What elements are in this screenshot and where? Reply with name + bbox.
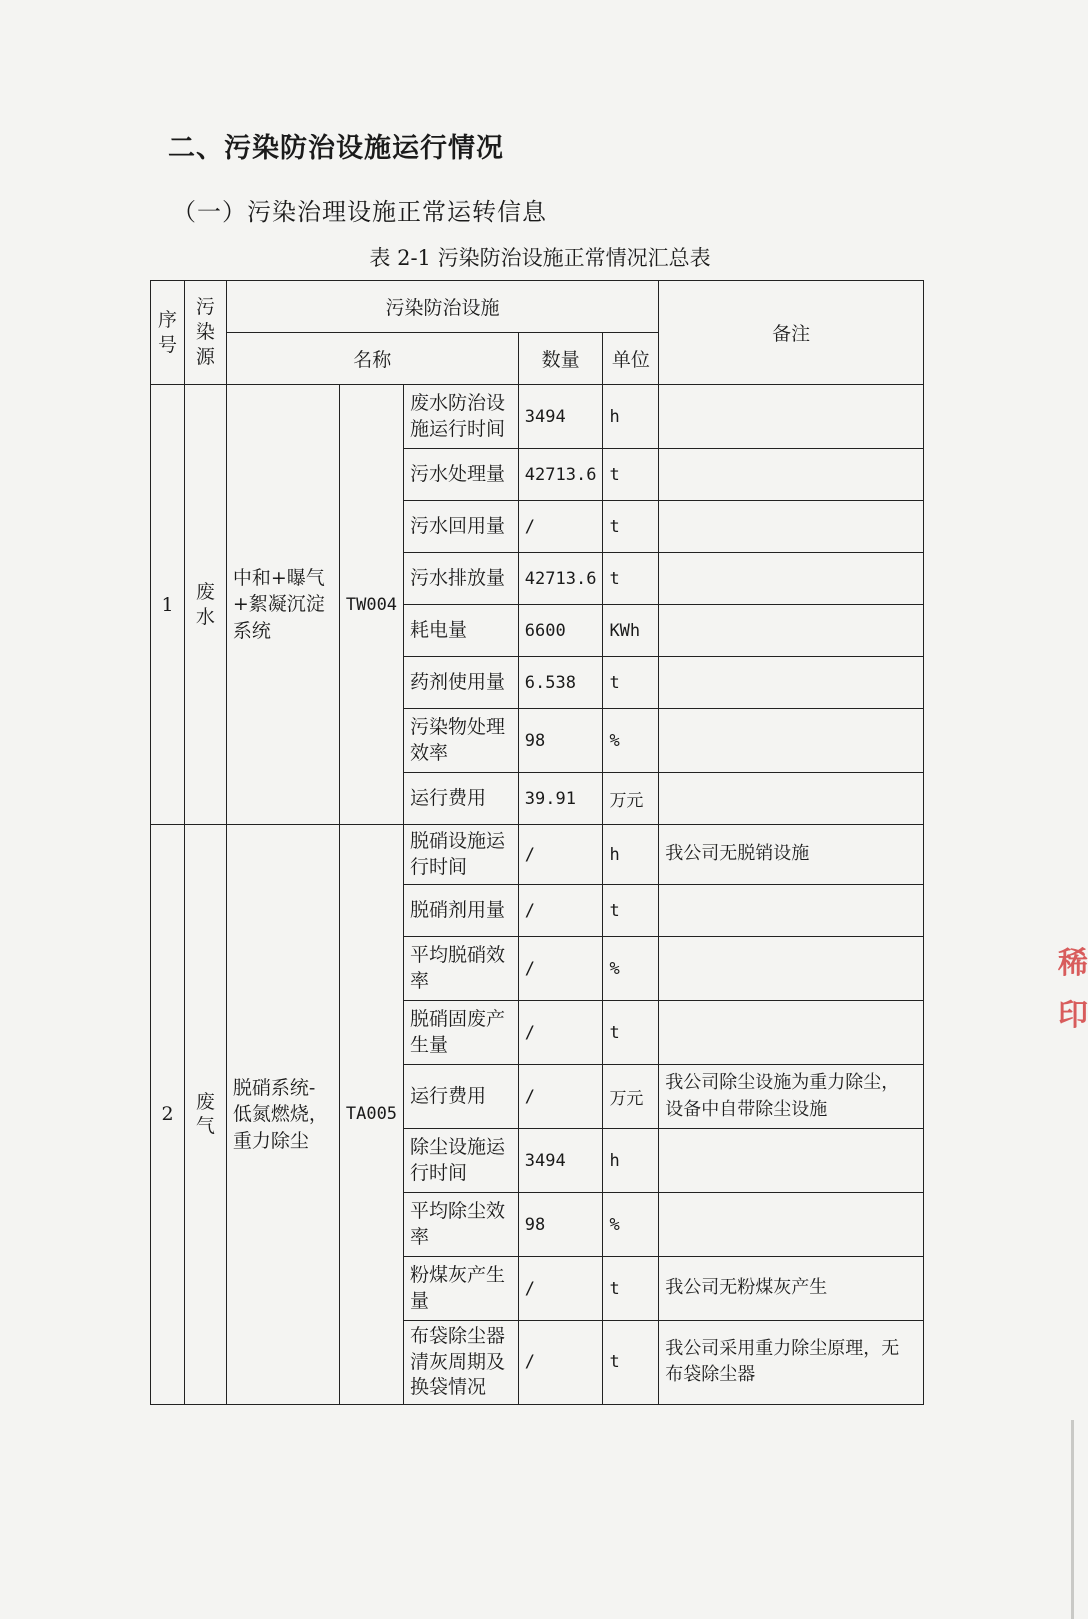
item-name: 污水排放量 (404, 553, 519, 605)
item-name: 运行费用 (404, 773, 519, 825)
item-name: 耗电量 (404, 605, 519, 657)
red-seal-fragment: 稀 印 (1058, 946, 1088, 1033)
header-name: 名称 (226, 333, 518, 385)
item-unit: h (603, 1129, 659, 1193)
group-system: 脱硝系统-低氮燃烧，重力除尘 (226, 825, 339, 1405)
item-unit: t (603, 501, 659, 553)
item-name: 脱硝固废产生量 (404, 1001, 519, 1065)
item-name: 污水处理量 (404, 449, 519, 501)
item-remark (659, 709, 924, 773)
item-remark: 我公司无脱销设施 (659, 825, 924, 885)
section-heading: 二、污染防治设施运行情况 (168, 133, 504, 164)
item-name: 平均除尘效率 (404, 1193, 519, 1257)
item-quantity: / (518, 501, 603, 553)
item-quantity: 3494 (518, 385, 603, 449)
item-unit: % (603, 1193, 659, 1257)
header-facility: 污染防治设施 (226, 281, 658, 333)
header-unit: 单位 (603, 333, 659, 385)
group-system: 中和+曝气+絮凝沉淀系统 (226, 385, 339, 825)
item-name: 脱硝设施运行时间 (404, 825, 519, 885)
item-remark: 我公司采用重力除尘原理，无布袋除尘器 (659, 1321, 924, 1405)
header-remark: 备注 (659, 281, 924, 385)
item-remark (659, 937, 924, 1001)
item-name: 平均脱硝效率 (404, 937, 519, 1001)
item-remark (659, 501, 924, 553)
item-name: 脱硝剂用量 (404, 885, 519, 937)
item-name: 运行费用 (404, 1065, 519, 1129)
item-name: 粉煤灰产生量 (404, 1257, 519, 1321)
item-unit: t (603, 1001, 659, 1065)
item-remark (659, 1193, 924, 1257)
item-unit: t (603, 553, 659, 605)
item-remark (659, 553, 924, 605)
header-row-1 (151, 281, 924, 333)
item-name: 污染物处理效率 (404, 709, 519, 773)
item-quantity: / (518, 1257, 603, 1321)
item-unit: h (603, 385, 659, 449)
item-remark (659, 449, 924, 501)
item-unit: t (603, 657, 659, 709)
item-remark: 我公司除尘设施为重力除尘，设备中自带除尘设施 (659, 1065, 924, 1129)
item-remark: 我公司无粉煤灰产生 (659, 1257, 924, 1321)
item-name: 废水防治设施运行时间 (404, 385, 519, 449)
item-unit: h (603, 825, 659, 885)
item-quantity: 3494 (518, 1129, 603, 1193)
item-quantity: / (518, 885, 603, 937)
item-quantity: / (518, 937, 603, 1001)
item-unit: t (603, 1321, 659, 1405)
header-quantity: 数量 (518, 333, 603, 385)
item-unit: KWh (603, 605, 659, 657)
group-index: 1 (151, 385, 185, 825)
item-unit: 万元 (603, 773, 659, 825)
header-index: 序 号 (151, 281, 185, 385)
group-source: 废 水 (184, 385, 226, 825)
item-quantity: 6600 (518, 605, 603, 657)
item-unit: % (603, 709, 659, 773)
item-remark (659, 773, 924, 825)
item-name: 布袋除尘器清灰周期及换袋情况 (404, 1321, 519, 1405)
item-quantity: 98 (518, 1193, 603, 1257)
group-code: TA005 (339, 825, 403, 1405)
item-remark (659, 657, 924, 709)
header-source: 污 染 源 (184, 281, 226, 385)
item-unit: 万元 (603, 1065, 659, 1129)
item-name: 除尘设施运行时间 (404, 1129, 519, 1193)
group-source: 废 气 (184, 825, 226, 1405)
group-code: TW004 (339, 385, 403, 825)
item-unit: t (603, 449, 659, 501)
item-quantity: 42713.6 (518, 449, 603, 501)
item-name: 污水回用量 (404, 501, 519, 553)
table-caption: 表 2-1 污染防治设施正常情况汇总表 (369, 246, 711, 270)
item-unit: % (603, 937, 659, 1001)
item-remark (659, 885, 924, 937)
group-index: 2 (151, 825, 185, 1405)
table-row (151, 385, 924, 449)
item-quantity: 98 (518, 709, 603, 773)
item-remark (659, 1129, 924, 1193)
item-quantity: 42713.6 (518, 553, 603, 605)
item-quantity: 6.538 (518, 657, 603, 709)
item-remark (659, 1001, 924, 1065)
item-quantity: / (518, 1001, 603, 1065)
item-quantity: / (518, 825, 603, 885)
facility-summary-table (150, 280, 924, 1405)
item-quantity: / (518, 1321, 603, 1405)
item-quantity: 39.91 (518, 773, 603, 825)
item-remark (659, 605, 924, 657)
item-unit: t (603, 885, 659, 937)
subsection-heading: （一）污染治理设施正常运转信息 (172, 198, 547, 226)
item-remark (659, 385, 924, 449)
item-quantity: / (518, 1065, 603, 1129)
table-row (151, 825, 924, 885)
item-name: 药剂使用量 (404, 657, 519, 709)
item-unit: t (603, 1257, 659, 1321)
scan-edge (1071, 1420, 1074, 1619)
